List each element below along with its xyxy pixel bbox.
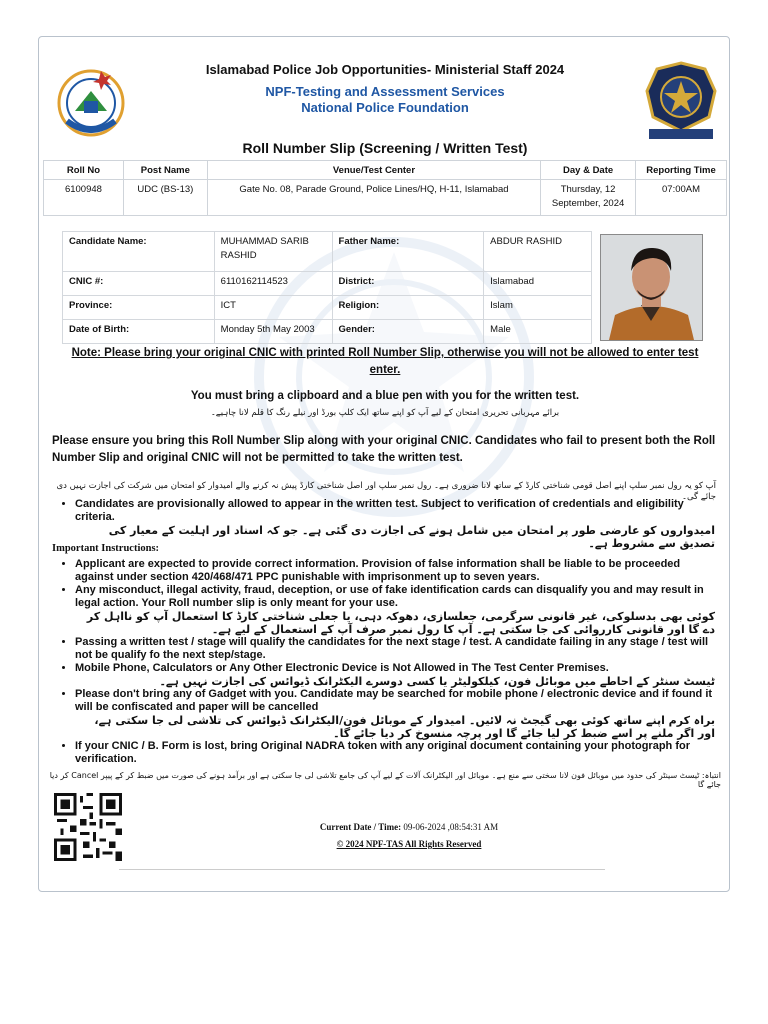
roll-number-slip xyxy=(38,36,730,892)
test-info-table xyxy=(43,160,727,216)
candidate-photo xyxy=(600,234,703,341)
col-post-name: Post Name xyxy=(123,161,207,180)
list-item: • If your CNIC / B. Form is lost, bring Original NADRA token with any original document containing your photograph for verification. xyxy=(75,740,715,766)
person-photo-icon xyxy=(601,235,702,340)
clipboard-instruction: You must bring a clipboard and a blue pen with you for the written test. xyxy=(190,390,580,402)
page-header-title: Islamabad Police Job Opportunities- Ministerial Staff 2024 xyxy=(205,62,565,77)
candidate-name-label: Candidate Name: xyxy=(63,232,215,272)
cnic-value: 6110162114523 xyxy=(214,272,332,296)
district-value: Islamabad xyxy=(484,272,592,296)
important-instructions-label: Important Instructions: xyxy=(52,543,160,554)
reporting-time-value: 07:00AM xyxy=(636,180,727,216)
list-item: • Applicant are expected to provide correct information. Provision of false information shall be liable to be proceeded against under section 420/468/471 PPC punishable with imprisonment up to seven years. xyxy=(75,558,715,584)
current-datetime-value: 09-06-2024 ,08:54:31 AM xyxy=(403,822,499,832)
list-item: • Passing a written test / stage will qualify the candidates for the next stage / test. A candidate failing in any stage / test will not be qualify fo the next step/stage. xyxy=(75,636,715,662)
table-row xyxy=(63,272,592,296)
org-name-npf: National Police Foundation xyxy=(301,100,469,115)
religion-value: Islam xyxy=(484,296,592,320)
father-name-value: ABDUR RASHID xyxy=(484,232,592,272)
table-header-row xyxy=(44,161,727,180)
list-item: • Candidates are provisionally allowed to appear in the written test. Subject to verification of credentials and eligibility criteria. xyxy=(75,498,715,524)
candidate-info-table xyxy=(62,231,592,344)
warning-urdu: انتباہ: ٹیسٹ سینٹر کی حدود میں موبائل فون لانا سختی سے منع ہے۔ موبائل اور الیکٹرانک آلات کے لیے آپ کی جامع تلاشی لی جا سکتی ہے اور برآمد ہونے کی صورت میں ضبط کر کے پیپر Cancel کر دیا جائے گا xyxy=(49,771,721,789)
footer-divider xyxy=(119,869,605,870)
list-item-urdu: امیدواروں کو عارضی طور پر امتحان میں شامل ہونے کی اجازت دی گئی ہے۔ جو کہ اسناد اور اہلیت کے معیار کی تصدیق سے مشروط ہے۔ xyxy=(108,524,715,550)
venue-value: Gate No. 08, Parade Ground, Police Lines/HQ, H-11, Islamabad xyxy=(207,180,540,216)
cnic-note: Note: Please bring your original CNIC with printed Roll Number Slip, otherwise you will not be allowed to enter test enter. xyxy=(71,347,699,376)
col-roll-no: Roll No xyxy=(44,161,124,180)
candidate-name-value: MUHAMMAD SARIB RASHID xyxy=(214,232,332,272)
list-item: • Mobile Phone, Calculators or Any Other Electronic Device is Not Allowed in The Test Center Premises. xyxy=(75,662,715,675)
dob-value: Monday 5th May 2003 xyxy=(214,320,332,344)
district-label: District: xyxy=(332,272,484,296)
current-datetime xyxy=(219,822,599,832)
instructions-list xyxy=(52,558,715,766)
table-row xyxy=(63,232,592,272)
gender-label: Gender: xyxy=(332,320,484,344)
list-item: • Any misconduct, illegal activity, fraud, deception, or use of fake identification cards can disqualify you and may result in legal action. Your Roll number slip is only meant for your use. xyxy=(75,584,715,610)
list-item-urdu: ٹیسٹ سنٹر کے احاطے میں موبائل فون، کیلکولیٹر یا کسی دوسرے الیکٹرانک ڈیوائس کی اجازت نہیں ہے۔ xyxy=(159,675,715,688)
dob-label: Date of Birth: xyxy=(63,320,215,344)
day-date-value: Thursday, 12 September, 2024 xyxy=(541,180,636,216)
list-item-urdu: براہ کرم اپنے ساتھ کوئی بھی گیجٹ نہ لائیں۔ امیدوار کے موبائل فون/الیکٹرانک ڈیوائس کی تلاشی لی جا سکتی ہے، اور اگر ملنے پر اسے ضبط کر لیا جائے گا اور پرچہ منسوخ کر دیا جائے گا۔ xyxy=(94,714,715,740)
clipboard-instruction-urdu: برائے مہربانی تحریری امتحان کے لیے آپ کو اپنے ساتھ ایک کلپ بورڈ اور نیلے رنگ کا قلم لانا چاہیے۔ xyxy=(210,408,560,418)
slip-title: Roll Number Slip (Screening / Written Test) xyxy=(242,140,528,156)
ensure-instruction-urdu: آپ کو یہ رول نمبر سلپ اپنے اصل قومی شناختی کارڈ کے ساتھ لانا ضروری ہے۔ رول نمبر سلپ اور اصل شناختی کارڈ پیش نہ کرنے والے امیدوار کو امتحان میں شرکت کی اجازت نہیں دی جائے گی۔ xyxy=(56,481,716,502)
copyright: © 2024 NPF-TAS All Rights Reserved xyxy=(336,839,482,849)
province-value: ICT xyxy=(214,296,332,320)
col-day-date: Day & Date xyxy=(541,161,636,180)
gender-value: Male xyxy=(484,320,592,344)
qr-code-icon xyxy=(52,793,124,861)
col-reporting-time: Reporting Time xyxy=(636,161,727,180)
table-row xyxy=(63,320,592,344)
table-row xyxy=(44,180,727,216)
ensure-instruction: Please ensure you bring this Roll Number Slip along with your original CNIC. Candidates who fail to present both the Roll Number Slip and original CNIC will not be permitted to take the written test. xyxy=(52,435,716,464)
post-name-value: UDC (BS-13) xyxy=(123,180,207,216)
org-name-tas: NPF-Testing and Assessment Services xyxy=(265,84,505,99)
current-datetime-label: Current Date / Time: xyxy=(319,822,402,832)
roll-no-value: 6100948 xyxy=(44,180,124,216)
table-row xyxy=(63,296,592,320)
province-label: Province: xyxy=(63,296,215,320)
cnic-label: CNIC #: xyxy=(63,272,215,296)
col-venue: Venue/Test Center xyxy=(207,161,540,180)
list-item-urdu: کوئی بھی بدسلوکی، غیر قانونی سرگرمی، جعلسازی، دھوکہ دہی، یا جعلی شناختی کارڈ کا استعمال آپ کو نااہل کر دے گا اور قانونی کارروائی کی جا سکتی ہے۔ آپ کا رول نمبر صرف آپ کے استعمال کے لیے ہے۔ xyxy=(86,610,715,636)
list-item: • Please don't bring any of Gadget with you. Candidate may be searched for mobile phone / electronic device and if found it will be confiscated and paper will be cancelled xyxy=(75,688,715,714)
father-name-label: Father Name: xyxy=(332,232,484,272)
religion-label: Religion: xyxy=(332,296,484,320)
